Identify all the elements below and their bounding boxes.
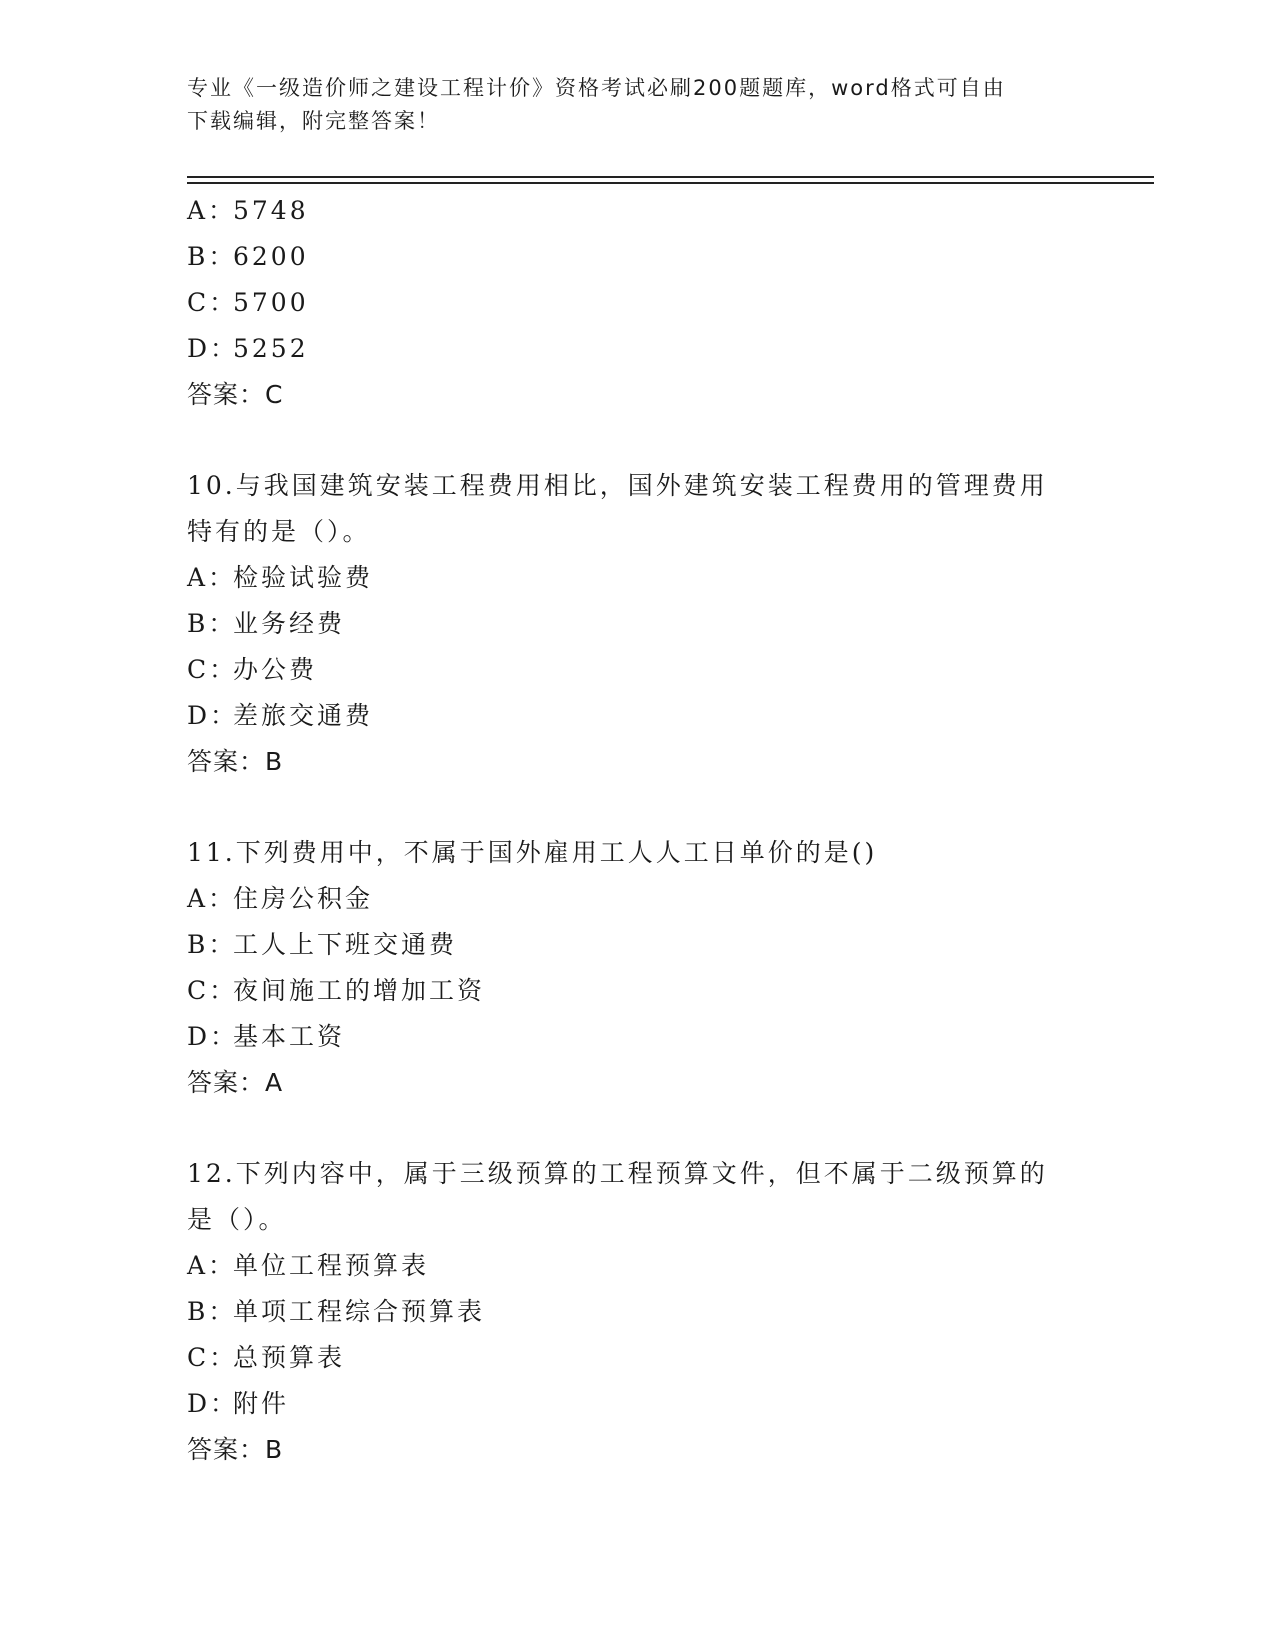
option-text: 业务经费	[233, 609, 346, 638]
option-text: 单项工程综合预算表	[233, 1297, 486, 1326]
option-text: 5252	[233, 334, 309, 363]
option-label: A：	[187, 196, 237, 225]
answer-line: 答案：B	[187, 747, 284, 776]
option-a	[187, 188, 1087, 234]
option-label: C：	[187, 1343, 238, 1372]
question-text-line: 11.下列费用中，不属于国外雇用工人人工日单价的是()	[187, 838, 878, 867]
question-block-11	[187, 830, 1087, 1106]
question-text-line: 特有的是（）。	[187, 517, 371, 546]
header-divider-top	[187, 176, 1154, 178]
answer-line: 答案：A	[187, 1068, 284, 1097]
option-d	[187, 1381, 1087, 1427]
option-label: A：	[187, 1251, 237, 1280]
option-text: 5700	[233, 288, 309, 317]
option-label: B：	[187, 930, 237, 959]
option-text: 工人上下班交通费	[233, 930, 458, 959]
spacer	[187, 418, 1087, 463]
option-text: 基本工资	[233, 1022, 346, 1051]
spacer	[187, 1106, 1087, 1151]
header-divider-bottom	[187, 182, 1154, 184]
option-a	[187, 876, 1087, 922]
question-block-9	[187, 188, 1087, 418]
option-text: 办公费	[233, 655, 318, 684]
option-label: B：	[187, 609, 237, 638]
option-a	[187, 555, 1087, 601]
option-label: C：	[187, 976, 238, 1005]
question-text-line: 是（）。	[187, 1205, 287, 1234]
option-d	[187, 693, 1087, 739]
answer-line: 答案：C	[187, 380, 284, 409]
option-c	[187, 1335, 1087, 1381]
option-label: A：	[187, 563, 237, 592]
option-label: C：	[187, 288, 238, 317]
option-text: 附件	[233, 1389, 290, 1418]
question-block-12	[187, 1151, 1087, 1473]
option-c	[187, 280, 1087, 326]
spacer	[187, 785, 1087, 830]
question-list	[187, 188, 1087, 1473]
document-header	[187, 72, 1077, 138]
option-label: D：	[187, 1389, 239, 1418]
option-label: B：	[187, 1297, 237, 1326]
option-b	[187, 922, 1087, 968]
question-text-line: 10.与我国建筑安装工程费用相比，国外建筑安装工程费用的管理费用	[187, 471, 1048, 500]
question-block-10	[187, 463, 1087, 785]
option-text: 单位工程预算表	[233, 1251, 430, 1280]
option-label: B：	[187, 242, 237, 271]
question-text-line: 12.下列内容中，属于三级预算的工程预算文件，但不属于二级预算的	[187, 1159, 1048, 1188]
option-c	[187, 647, 1087, 693]
option-d	[187, 1014, 1087, 1060]
option-label: C：	[187, 655, 238, 684]
option-label: D：	[187, 701, 239, 730]
option-text: 5748	[233, 196, 309, 225]
header-line-1: 专业《一级造价师之建设工程计价》资格考试必刷200题题库，word格式可自由	[187, 76, 1006, 100]
answer-line: 答案：B	[187, 1435, 284, 1464]
option-text: 总预算表	[233, 1343, 346, 1372]
option-label: A：	[187, 884, 237, 913]
header-line-2: 下载编辑，附完整答案！	[187, 109, 440, 133]
option-text: 检验试验费	[233, 563, 374, 592]
option-label: D：	[187, 1022, 239, 1051]
option-text: 住房公积金	[233, 884, 374, 913]
option-text: 6200	[233, 242, 309, 271]
option-d	[187, 326, 1087, 372]
option-b	[187, 601, 1087, 647]
option-a	[187, 1243, 1087, 1289]
option-c	[187, 968, 1087, 1014]
option-b	[187, 234, 1087, 280]
option-text: 差旅交通费	[233, 701, 374, 730]
option-label: D：	[187, 334, 239, 363]
option-text: 夜间施工的增加工资	[233, 976, 486, 1005]
option-b	[187, 1289, 1087, 1335]
